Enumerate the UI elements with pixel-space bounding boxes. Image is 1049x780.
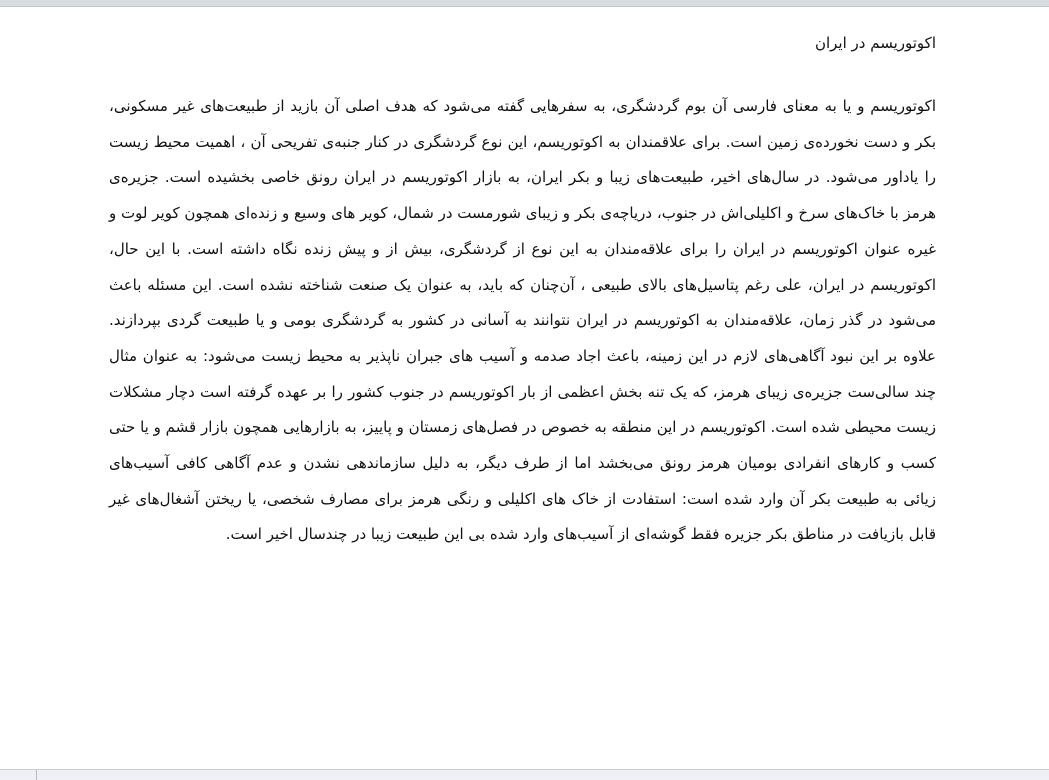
scrollbar-divider	[36, 770, 37, 780]
window-top-border	[0, 0, 1049, 7]
document-body-paragraph: اکوتوریسم و یا به معنای فارسی آن بوم گردشگری، به سفرهایی گفته می‌شود که هدف اصلی آن بازید از طبیعت‌های غیر مسکونی، بکر و دست نخورده‌ی زمین است. برای علاقمندان به اکوتوریسم، این نوع گردشگری در کنار جنبه‌ی تفریحی آن ، اهمیت محیط زیست را یاداور می‌شود. در سال‌های اخیر، طبیعت‌های زیبا و بکر ایران، به بازار اکوتوریسم در ایران رونق خاصی بخشیده است. جزیره‌ی هرمز با خاک‌های سرخ و اکلیلی‌اش در جنوب، دریاچه‌ی بکر و زیبای شورمست در شمال، کویر های وسیع و زنده‌ای همچون کویر لوت و غیره عنوان اکوتوریسم در ایران را برای علاقه‌مندان به این نوع از گردشگری، بیش از و پیش زنده نگاه داشته است. با این حال، اکوتوریسم در ایران، علی رغم پتاسیل‌های بالای طبیعی ، آن‌چنان که باید، به عنوان یک صنعت شناخته نشده است. این مسئله باعث می‌شود در گذر زمان، علاقه‌مندان به اکوتوریسم در ایران نتوانند به آسانی در کشور به گردشگری بومی و یا طبیعت گردی بپردازند. علاوه بر این نبود آگاهی‌های لازم در این زمینه، باعث اجاد صدمه و آسیب های جبران ناپذیر به محیط زیست می‌شود: به عنوان مثال چند سالی‌ست جزیره‌ی زیبای هرمز، که یک تنه بخش اعظمی از بار اکوتوریسم در جنوب کشور را بر عهده گرفته است دچار مشکلات زیست محیطی شده است. اکوتوریسم در این منطقه به خصوص در فصل‌های زمستان و پاییز، به بازارهایی همچون بازار قشم و یا حتی کسب و کارهای انفرادی بومیان هرمز رونق می‌بخشد اما از طرف دیگر، به دلیل سازماندهی نشدن و عدم آگاهی کافی آسیب‌های زیائی به طبیعت بکر آن وارد شده است: استفادت از خاک های اکلیلی و رنگی هرمز برای مصارف شخصی، یا ریختن آشغال‌های غیر قابل بازیافت در مناطق بکر جزیره فقط گوشه‌ای از آسیب‌های وارد شده بی این طبیعت زیبا در چندسال اخیر است.	[109, 97, 936, 544]
horizontal-scrollbar[interactable]	[0, 769, 1049, 780]
document-title: اکوتوریسم در ایران	[814, 34, 936, 52]
document-page[interactable]	[0, 7, 1049, 770]
